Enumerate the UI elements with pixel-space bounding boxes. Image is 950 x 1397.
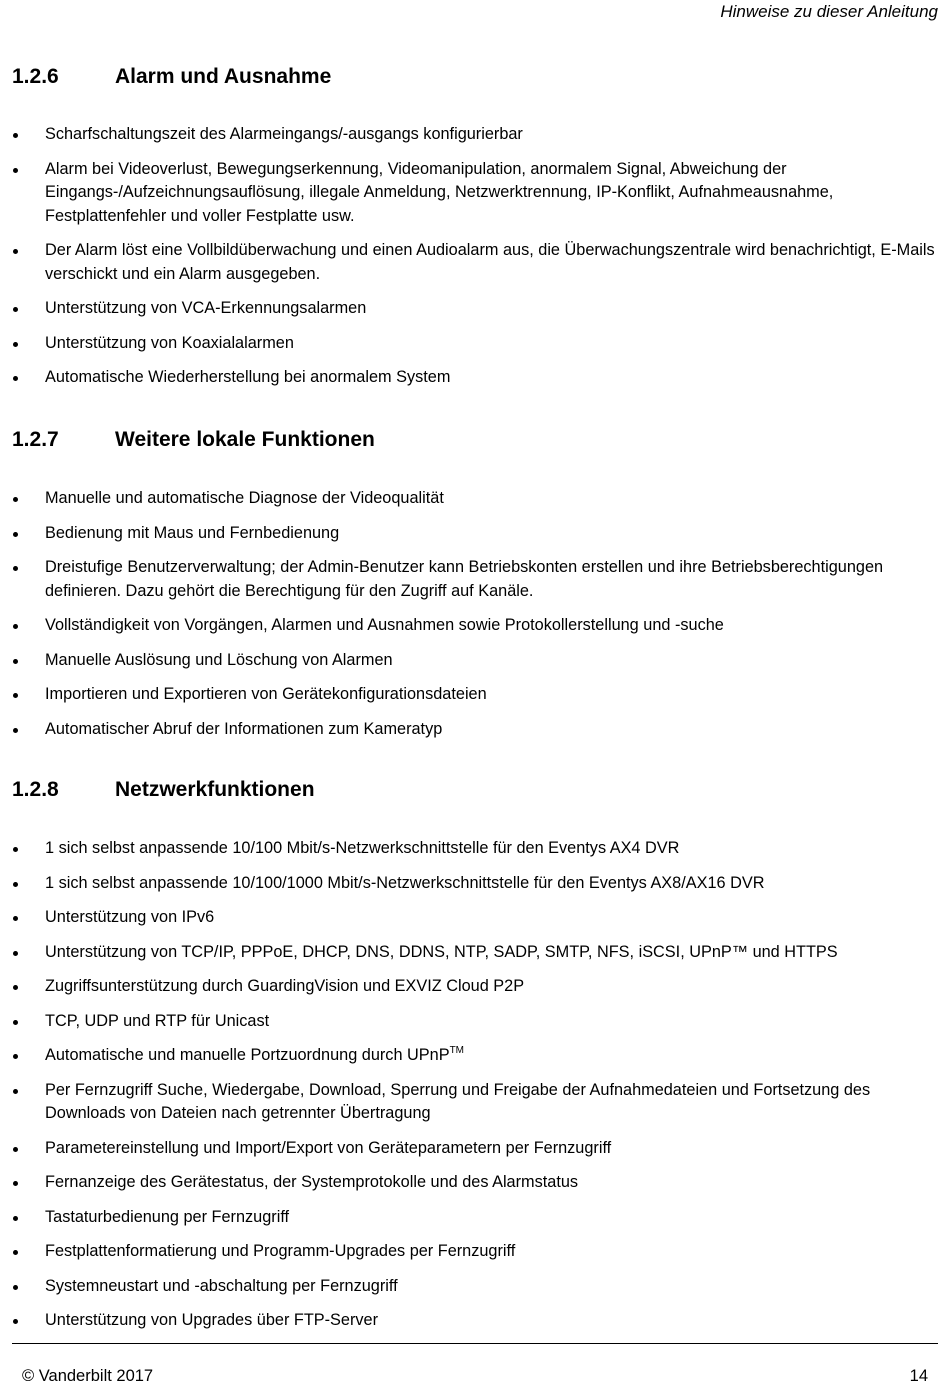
list-item bbox=[12, 1275, 938, 1299]
running-header: Hinweise zu dieser Anleitung bbox=[720, 2, 938, 21]
bullet-icon bbox=[13, 566, 18, 571]
bullet-list bbox=[12, 837, 938, 1333]
list-item bbox=[12, 487, 938, 511]
list-item bbox=[12, 1206, 938, 1230]
bullet-icon bbox=[13, 1216, 18, 1221]
list-item bbox=[12, 1044, 938, 1068]
bullet-icon bbox=[13, 1285, 18, 1290]
list-item-text: Manuelle und automatische Diagnose der Videoqualität bbox=[45, 489, 444, 507]
list-item-text: Bedienung mit Maus und Fernbedienung bbox=[45, 523, 340, 542]
bullet-icon bbox=[13, 985, 18, 990]
bullet-icon bbox=[13, 951, 18, 956]
section-heading bbox=[12, 64, 938, 90]
list-item bbox=[12, 158, 938, 229]
list-item-text: Automatische Wiederherstellung bei anormalem System bbox=[45, 368, 451, 386]
bullet-list bbox=[12, 123, 938, 390]
list-item bbox=[12, 1137, 938, 1161]
footer-copyright: © Vanderbilt 2017 bbox=[22, 1367, 154, 1385]
list-item-text: Scharfschaltungszeit des Alarmeingangs/-ausgangs konfigurierbar bbox=[45, 125, 523, 143]
list-item-text: 1 sich selbst anpassende 10/100 Mbit/s-Netzwerkschnittstelle für den Eventys AX4 DVR bbox=[45, 839, 680, 857]
section-number: 1.2.7 bbox=[12, 428, 59, 451]
list-item bbox=[12, 614, 938, 638]
bullet-icon bbox=[13, 1147, 18, 1152]
bullet-icon bbox=[13, 532, 18, 537]
list-item bbox=[12, 332, 938, 356]
section-number: 1.2.6 bbox=[12, 65, 59, 88]
list-item bbox=[12, 718, 938, 742]
bullet-icon bbox=[13, 497, 18, 502]
section-alarm-und-ausnahme bbox=[12, 64, 938, 401]
list-item-text: Automatische und manuelle Portzuordnung durch UPnP bbox=[45, 1046, 450, 1064]
list-item bbox=[12, 1309, 938, 1333]
list-item-text: Systemneustart und -abschaltung per Fernzugriff bbox=[45, 1276, 398, 1295]
list-item bbox=[12, 522, 938, 546]
bullet-icon bbox=[13, 307, 18, 312]
list-item bbox=[12, 366, 938, 390]
bullet-icon bbox=[13, 882, 18, 887]
bullet-icon bbox=[13, 847, 18, 852]
list-item-text: Alarm bei Videoverlust, Bewegungserkennung, Videomanipulation, anormalem Signal, Abweichung der Eingangs-/Aufzeichnungsauflösung, illegale Anmeldung, Netzwerktrennung, IP-Konflikt, Aufnahmeausnahme, Festplattenfehler und voller Festplatte usw. bbox=[45, 159, 834, 225]
bullet-icon bbox=[13, 133, 18, 138]
list-item-text: Zugriffsunterstützung durch GuardingVision und EXVIZ Cloud P2P bbox=[45, 977, 525, 995]
trademark-superscript: TM bbox=[449, 1045, 465, 1056]
list-item-text: Unterstützung von VCA-Erkennungsalarmen bbox=[45, 299, 367, 317]
list-item-text: 1 sich selbst anpassende 10/100/1000 Mbit/s-Netzwerkschnittstelle für den Eventys AX8/AX16 DVR bbox=[45, 873, 765, 892]
bullet-icon bbox=[13, 624, 18, 629]
section-title: Netzwerkfunktionen bbox=[115, 778, 315, 801]
footer-divider bbox=[12, 1343, 938, 1344]
list-item-text: Der Alarm löst eine Vollbildüberwachung und einen Audioalarm aus, die Überwachungszentrale wird benachrichtigt, E-Mails verschickt und ein Alarm ausgegeben. bbox=[45, 241, 935, 283]
list-item bbox=[12, 683, 938, 707]
page-number: 14 bbox=[909, 1367, 928, 1385]
list-item-text: Festplattenformatierung und Programm-Upgrades per Fernzugriff bbox=[45, 1242, 516, 1260]
list-item bbox=[12, 906, 938, 930]
list-item bbox=[12, 1010, 938, 1034]
list-item-text: Unterstützung von Upgrades über FTP-Server bbox=[45, 1311, 379, 1329]
list-item-text: TCP, UDP und RTP für Unicast bbox=[45, 1011, 270, 1030]
list-item bbox=[12, 239, 938, 286]
list-item-text: Tastaturbedienung per Fernzugriff bbox=[45, 1207, 290, 1226]
list-item-text: Unterstützung von Koaxialalarmen bbox=[45, 333, 294, 352]
list-item-text: Vollständigkeit von Vorgängen, Alarmen und Ausnahmen sowie Protokollerstellung und -suche bbox=[45, 616, 724, 634]
section-netzwerkfunktionen bbox=[12, 777, 938, 1344]
list-item bbox=[12, 1079, 938, 1126]
list-item bbox=[12, 123, 938, 147]
section-weitere-lokale-funktionen bbox=[12, 427, 938, 752]
list-item-text: Fernanzeige des Gerätestatus, der Systemprotokolle und des Alarmstatus bbox=[45, 1173, 579, 1191]
bullet-icon bbox=[13, 916, 18, 921]
bullet-icon bbox=[13, 659, 18, 664]
bullet-icon bbox=[13, 376, 18, 381]
bullet-icon bbox=[13, 249, 18, 254]
section-heading bbox=[12, 777, 938, 803]
list-item bbox=[12, 872, 938, 896]
list-item bbox=[12, 556, 938, 603]
list-item bbox=[12, 1240, 938, 1264]
bullet-icon bbox=[13, 693, 18, 698]
list-item-text: Manuelle Auslösung und Löschung von Alarmen bbox=[45, 650, 393, 669]
bullet-icon bbox=[13, 1319, 18, 1324]
list-item-text: Automatischer Abruf der Informationen zum Kameratyp bbox=[45, 719, 443, 738]
bullet-icon bbox=[13, 728, 18, 733]
section-number: 1.2.8 bbox=[12, 778, 59, 801]
list-item bbox=[12, 649, 938, 673]
section-title: Alarm und Ausnahme bbox=[115, 65, 332, 88]
bullet-icon bbox=[13, 1181, 18, 1186]
bullet-icon bbox=[13, 1020, 18, 1025]
list-item-text: Unterstützung von TCP/IP, PPPoE, DHCP, DNS, DDNS, NTP, SADP, SMTP, NFS, iSCSI, UPnP™ und HTTPS bbox=[45, 942, 838, 961]
list-item bbox=[12, 941, 938, 965]
bullet-icon bbox=[13, 342, 18, 347]
list-item bbox=[12, 837, 938, 861]
bullet-list bbox=[12, 487, 938, 741]
section-title: Weitere lokale Funktionen bbox=[115, 428, 375, 451]
list-item bbox=[12, 297, 938, 321]
list-item-text: Importieren und Exportieren von Gerätekonfigurationsdateien bbox=[45, 685, 487, 703]
list-item bbox=[12, 975, 938, 999]
list-item-text: Per Fernzugriff Suche, Wiedergabe, Download, Sperrung und Freigabe der Aufnahmedateien und Fortsetzung des Downloads von Dateien nach getrennter Übertragung bbox=[45, 1080, 871, 1122]
list-item-text: Parametereinstellung und Import/Export von Geräteparametern per Fernzugriff bbox=[45, 1138, 612, 1157]
list-item-text: Unterstützung von IPv6 bbox=[45, 908, 215, 926]
list-item-text: Dreistufige Benutzerverwaltung; der Admin-Benutzer kann Betriebskonten erstellen und ihre Betriebsberechtigungen definieren. Dazu gehört die Berechtigung für den Zugriff auf Kanäle. bbox=[45, 558, 884, 600]
bullet-icon bbox=[13, 1250, 18, 1255]
bullet-icon bbox=[13, 1054, 18, 1059]
list-item bbox=[12, 1171, 938, 1195]
bullet-icon bbox=[13, 168, 18, 173]
section-heading bbox=[12, 427, 938, 453]
bullet-icon bbox=[13, 1089, 18, 1094]
